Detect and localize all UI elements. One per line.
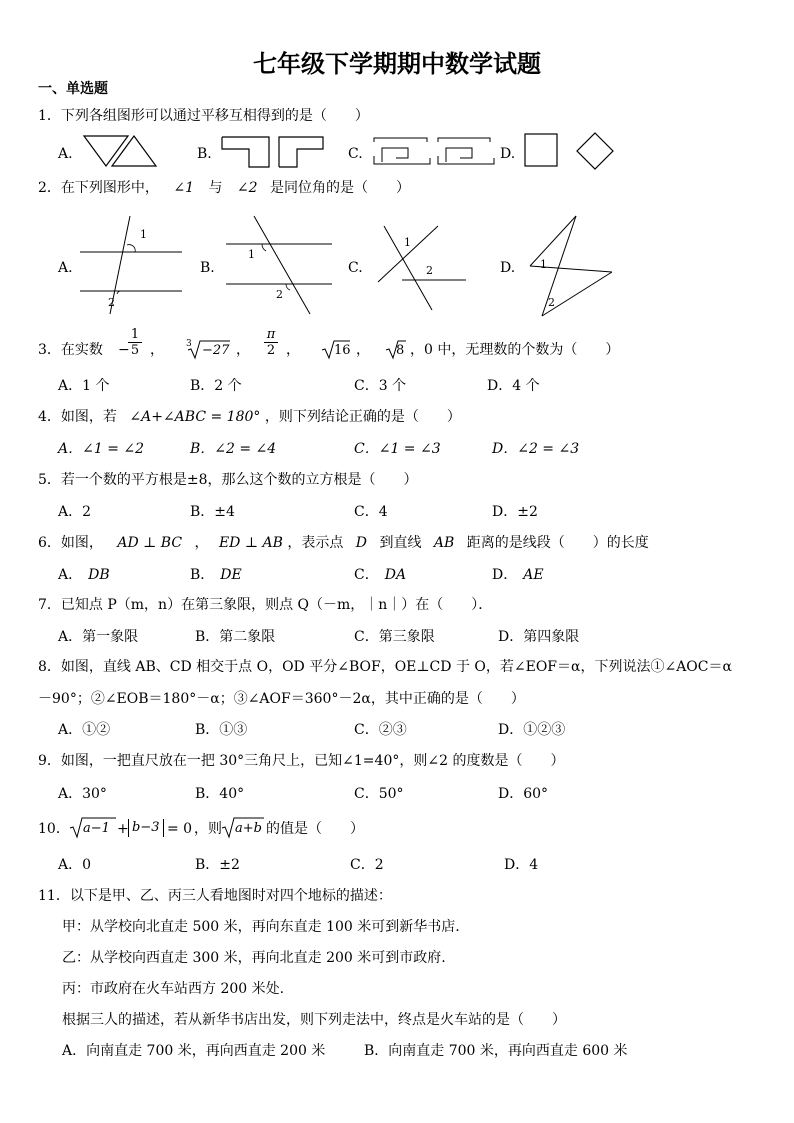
q4-stem-tail: ，则下列结论正确的是（ ） bbox=[264, 409, 461, 425]
q10-absolute-value: b−3 bbox=[128, 819, 164, 837]
q10-radicand-2: a+b bbox=[235, 821, 262, 836]
q10-stem-mid: ，则 bbox=[194, 821, 222, 837]
q7-option-a: A．第一象限 bbox=[58, 629, 139, 645]
q3-f2-num: π bbox=[266, 327, 276, 342]
q2-stem-tail: 是同位角的是（ ） bbox=[270, 180, 411, 196]
q3-f2-den: 2 bbox=[264, 342, 278, 358]
q9-stem: 9．如图，一把直尺放在一把 30°三角尺上，已知∠1=40°，则∠2 的度数是（ ） bbox=[38, 753, 565, 769]
q2-figure-a bbox=[80, 214, 184, 316]
q2b-label-2: 2 bbox=[276, 288, 283, 301]
q6-point-d: D bbox=[355, 535, 368, 551]
q9-option-b: B．40° bbox=[195, 786, 245, 802]
q4-option-d: D．∠2 = ∠3 bbox=[492, 441, 580, 457]
q2-stem bbox=[38, 180, 410, 196]
page-title: 七年级下学期期中数学试题 bbox=[253, 50, 541, 78]
q10-option-b: B．±2 bbox=[195, 857, 240, 873]
q4-stem-lead: 4．如图，若 bbox=[38, 409, 117, 425]
q5-option-a: A．2 bbox=[58, 504, 92, 520]
q3-option-c: C．3 个 bbox=[354, 378, 407, 394]
q11-option-b: B．向南直走 700 米，再向西直走 600 米 bbox=[364, 1043, 628, 1059]
q2c-label-2: 2 bbox=[426, 264, 433, 277]
q11-line-yi: 乙：从学校向西直走 300 米，再向北直走 200 米可到市政府. bbox=[62, 950, 446, 966]
q6-stem: 6．如图， AD ⊥ BC ， ED ⊥ AB ，表示点 D 到直线 AB 距离的是线段（ ）的长度 bbox=[38, 535, 649, 551]
q10-option-d: D．4 bbox=[504, 857, 539, 873]
q2c-label-1: 1 bbox=[404, 236, 411, 249]
q10-option-a: A．0 bbox=[58, 857, 92, 873]
q10-number: 10． bbox=[38, 821, 70, 837]
q3-comma-2: ， bbox=[236, 342, 250, 358]
q3-cube-index: 3 bbox=[186, 339, 192, 349]
q2-stem-mid: 与 bbox=[208, 180, 223, 196]
q6-line-ab: AB bbox=[433, 535, 455, 551]
q9-option-d: D．60° bbox=[498, 786, 549, 802]
q2d-label-1: 1 bbox=[540, 258, 547, 271]
q7-option-b: B．第二象限 bbox=[195, 629, 276, 645]
q2d-label-2: 2 bbox=[548, 296, 555, 309]
q9-option-a: A．30° bbox=[58, 786, 107, 802]
q11-line-bing: 丙：市政府在火车站西方 200 米处. bbox=[62, 981, 285, 997]
q5-option-b: B．±4 bbox=[190, 504, 235, 520]
q3-sqrt8-radicand: 8 bbox=[396, 343, 405, 358]
q10-plus: + bbox=[117, 821, 129, 837]
q2-figure-c bbox=[372, 222, 468, 314]
q8-option-b: B．①③ bbox=[195, 722, 248, 738]
q1-figure-b bbox=[221, 134, 326, 170]
q4-option-c: C．∠1 = ∠3 bbox=[354, 441, 441, 457]
q1-option-a: A. bbox=[58, 146, 73, 162]
q3-sqrt16-radicand: 16 bbox=[334, 343, 351, 358]
q6-stem-mid: ，表示点 bbox=[287, 535, 344, 551]
q2-figure-b bbox=[224, 214, 340, 316]
q7-option-d: D．第四象限 bbox=[498, 629, 580, 645]
q2a-label-2: 2 bbox=[108, 296, 115, 309]
q3-f1-num: 1 bbox=[130, 327, 140, 342]
q5-stem: 5．若一个数的平方根是±8，那么这个数的立方根是（ ） bbox=[38, 472, 418, 488]
q10-option-c: C．2 bbox=[350, 857, 384, 873]
q10-stem-tail: 的值是（ ） bbox=[266, 821, 364, 837]
q1-option-c: C. bbox=[348, 146, 363, 162]
q2-angle-2: ∠2 bbox=[236, 180, 258, 196]
q6-option-a: A． DB bbox=[58, 567, 110, 583]
q2-option-b: B. bbox=[200, 260, 215, 276]
q1-stem: 1．下列各组图形可以通过平移互相得到的是（ ） bbox=[38, 108, 369, 124]
q2b-label-1: 1 bbox=[248, 248, 255, 261]
q1-option-d: D. bbox=[500, 146, 516, 162]
q3-comma-4: ， bbox=[356, 342, 370, 358]
q8-line-1: 8．如图，直线 AB、CD 相交于点 O，OD 平分∠BOF，OE⊥CD 于 O，若∠EOF＝α，下列说法①∠AOC＝α bbox=[38, 659, 732, 675]
q8-line-2: －90°；②∠EOB＝180°－α；③∠AOF＝360°－2α，其中正确的是（ ） bbox=[38, 691, 525, 707]
q6-condition-2: ED ⊥ AB bbox=[218, 535, 283, 551]
q6-stem-lead: 6．如图， bbox=[38, 535, 103, 551]
q6-stem-mid2: 到直线 bbox=[379, 535, 422, 551]
q6-option-c: C． DA bbox=[354, 567, 407, 583]
q4-condition: ∠A+∠ABC = 180° bbox=[129, 409, 261, 425]
q3-cube-radicand: −27 bbox=[202, 343, 230, 358]
q3-stem-tail: ，0 中，无理数的个数为（ ） bbox=[410, 342, 620, 358]
q1-option-b: B. bbox=[197, 146, 212, 162]
q2-option-c: C. bbox=[348, 260, 363, 276]
section-heading: 一、单选题 bbox=[38, 81, 108, 97]
q3-fraction-1 bbox=[128, 327, 142, 358]
q3-option-d: D．4 个 bbox=[487, 378, 540, 394]
q1-figure-c bbox=[372, 136, 497, 168]
q8-option-c: C．②③ bbox=[354, 722, 407, 738]
q5-option-d: D．±2 bbox=[492, 504, 538, 520]
q11-stem: 11．以下是甲、乙、丙三人看地图时对四个地标的描述： bbox=[38, 888, 392, 904]
q6-option-d: D． AE bbox=[492, 567, 544, 583]
q3-minus: − bbox=[118, 342, 130, 358]
q3-f1-den: 5 bbox=[128, 342, 142, 358]
q2-stem-lead: 2．在下列图形中， bbox=[38, 180, 159, 196]
q2-figure-d bbox=[520, 214, 616, 318]
q3-option-b: B．2 个 bbox=[190, 378, 242, 394]
q6-condition-1: AD ⊥ BC bbox=[117, 535, 183, 551]
q2-angle-1: ∠1 bbox=[173, 180, 195, 196]
q2-option-a: A. bbox=[58, 260, 73, 276]
q8-option-d: D．①②③ bbox=[498, 722, 566, 738]
q4-option-b: B．∠2 = ∠4 bbox=[190, 441, 277, 457]
q6-stem-tail: 距离的是线段（ ）的长度 bbox=[466, 535, 649, 551]
q10-equals: = 0 bbox=[167, 821, 193, 837]
q11-option-a: A．向南直走 700 米，再向西直走 200 米 bbox=[62, 1043, 326, 1059]
q9-option-c: C．50° bbox=[354, 786, 404, 802]
q3-fraction-2 bbox=[264, 327, 278, 358]
q10-radicand-1: a−1 bbox=[83, 821, 110, 836]
q11-line-jia: 甲：从学校向北直走 500 米，再向东直走 100 米可到新华书店. bbox=[62, 919, 460, 935]
q4-option-a: A．∠1 = ∠2 bbox=[58, 441, 145, 457]
q3-comma-1: ， bbox=[150, 342, 164, 358]
q11-question: 根据三人的描述，若从新华书店出发，则下列走法中，终点是火车站的是（ ） bbox=[62, 1012, 566, 1028]
q1-figure-d bbox=[524, 132, 618, 170]
q2-option-d: D. bbox=[500, 260, 516, 276]
q6-option-b: B． DE bbox=[190, 567, 242, 583]
q3-stem: 3．在实数 bbox=[38, 342, 103, 358]
q8-option-a: A．①② bbox=[58, 722, 111, 738]
q3-comma-3: ， bbox=[286, 342, 300, 358]
q3-option-a: A．1 个 bbox=[58, 378, 110, 394]
q1-figure-a bbox=[82, 134, 178, 170]
q7-option-c: C．第三象限 bbox=[354, 629, 435, 645]
q5-option-c: C．4 bbox=[354, 504, 388, 520]
q4-stem bbox=[38, 409, 461, 425]
q2a-label-1: 1 bbox=[140, 228, 147, 241]
q7-stem: 7．已知点 P（m，n）在第三象限，则点 Q（－m，｜n｜）在（ ）． bbox=[38, 597, 493, 613]
